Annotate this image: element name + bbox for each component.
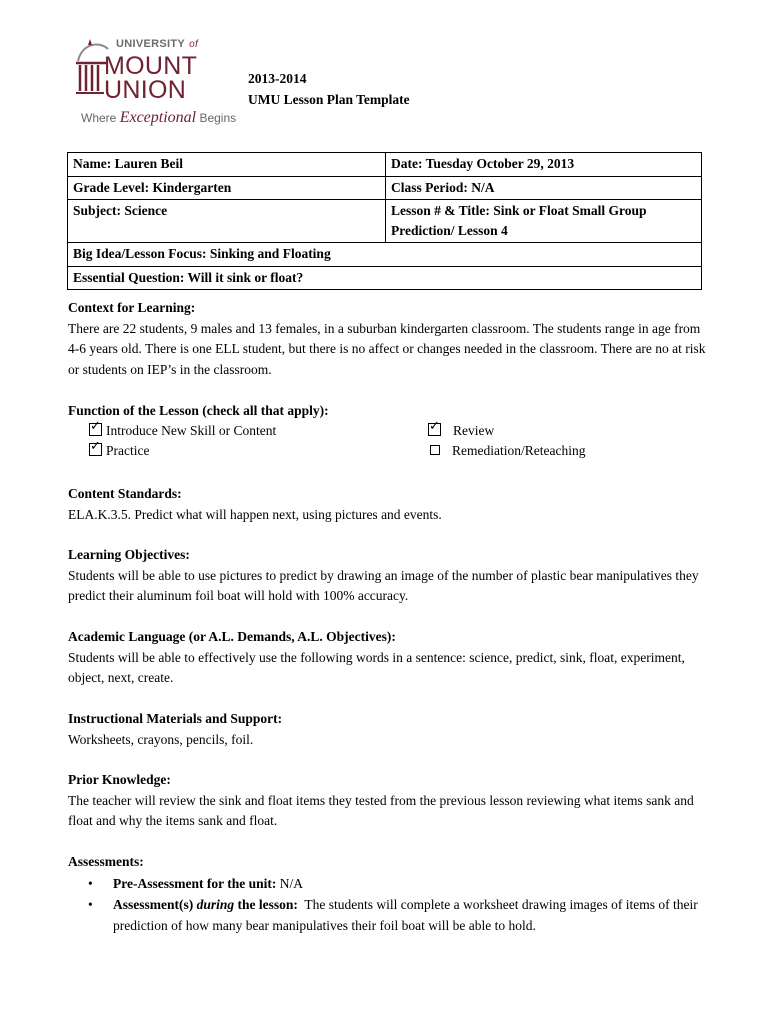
essential-question-cell: Essential Question: Will it sink or float? (68, 266, 702, 290)
section-body: The teacher will review the sink and float items they tested from the previous lesson reviewing what items sank and float and why the items sank and float. (68, 792, 694, 828)
section-heading: Function of the Lesson (check all that apply): (68, 403, 329, 418)
name-cell: Name: Lauren Beil (68, 153, 386, 177)
logo-mount-text: MOUNT (104, 52, 198, 80)
section-body: Students will be able to effectively use the following words in a sentence: science, predict, sink, float, experiment, object, next, create. (68, 649, 685, 685)
logo-union-text: UNION (104, 76, 187, 104)
bullet-icon: • (88, 897, 93, 912)
section-body: There are 22 students, 9 males and 13 females, in a suburban kindergarten classroom. The students range in age from 4-6 years old. There is one ELL student, but there is no affect or changes needed in the classroom. There are no at risk or students on IEP’s in the classroom. (68, 320, 706, 377)
document-title: UMU Lesson Plan Template (248, 92, 410, 107)
checkbox-icon[interactable]: ✓ (90, 419, 101, 434)
section-body: ELA.K.3.5. Predict what will happen next, using pictures and events. (68, 506, 442, 522)
table-row (68, 200, 702, 243)
checkbox-icon[interactable]: ✓ (90, 439, 101, 454)
academic-language-section (68, 627, 708, 689)
period-cell: Class Period: N/A (386, 176, 702, 200)
table-row (68, 176, 702, 200)
assessments-section (68, 852, 708, 873)
list-item: • Assessment(s) during the lesson: The students will complete a worksheet drawing images of items of their prediction of how many bear manipulatives their foil boat will be able to hold. (68, 894, 708, 936)
table-row (68, 153, 702, 177)
section-heading: Academic Language (or A.L. Demands, A.L. Objectives): (68, 629, 396, 644)
context-section (68, 298, 708, 380)
section-heading: Learning Objectives: (68, 547, 190, 562)
lesson-info-table (67, 152, 702, 290)
section-heading: Content Standards: (68, 486, 182, 501)
section-body: Students will be able to use pictures to predict by drawing an image of the number of plastic bear manipulatives they predict their aluminum foil boat will hold with 100% accuracy. (68, 567, 699, 603)
checkbox-remediation[interactable]: Remediation/Reteaching (430, 441, 585, 461)
subject-cell: Subject: Science (68, 200, 386, 243)
checkbox-practice[interactable]: ✓ Practice (90, 439, 150, 458)
assessments-list (68, 873, 708, 936)
checkbox-icon[interactable] (430, 445, 440, 455)
bullet-icon: • (88, 876, 93, 891)
university-logo (66, 36, 237, 131)
date-cell: Date: Tuesday October 29, 2013 (386, 153, 702, 177)
function-section (68, 401, 708, 422)
list-item: • Pre-Assessment for the unit: N/A (68, 873, 708, 894)
checkbox-review[interactable]: ✓ Review (429, 419, 495, 438)
section-body: Worksheets, crayons, pencils, foil. (68, 731, 254, 747)
lesson-title-cell: Lesson # & Title: Sink or Float Small Group Prediction/ Lesson 4 (386, 200, 702, 243)
grade-cell: Grade Level: Kindergarten (68, 176, 386, 200)
section-heading: Context for Learning: (68, 300, 196, 315)
document-year: 2013-2014 (248, 71, 307, 86)
big-idea-cell: Big Idea/Lesson Focus: Sinking and Floating (68, 243, 702, 267)
section-heading: Assessments: (68, 854, 144, 869)
table-row (68, 243, 702, 267)
table-row (68, 266, 702, 290)
logo-university-text: UNIVERSITY of (116, 38, 199, 50)
prior-knowledge-section (68, 770, 708, 832)
learning-objectives-section (68, 545, 708, 607)
materials-section (68, 709, 708, 750)
checkbox-introduce[interactable]: ✓ Introduce New Skill or Content (90, 419, 277, 438)
section-heading: Instructional Materials and Support: (68, 711, 283, 726)
section-heading: Prior Knowledge: (68, 772, 171, 787)
logo-tagline: Where Exceptional Begins (81, 109, 237, 126)
checkbox-icon[interactable]: ✓ (429, 419, 440, 434)
content-standards-section (68, 484, 708, 525)
